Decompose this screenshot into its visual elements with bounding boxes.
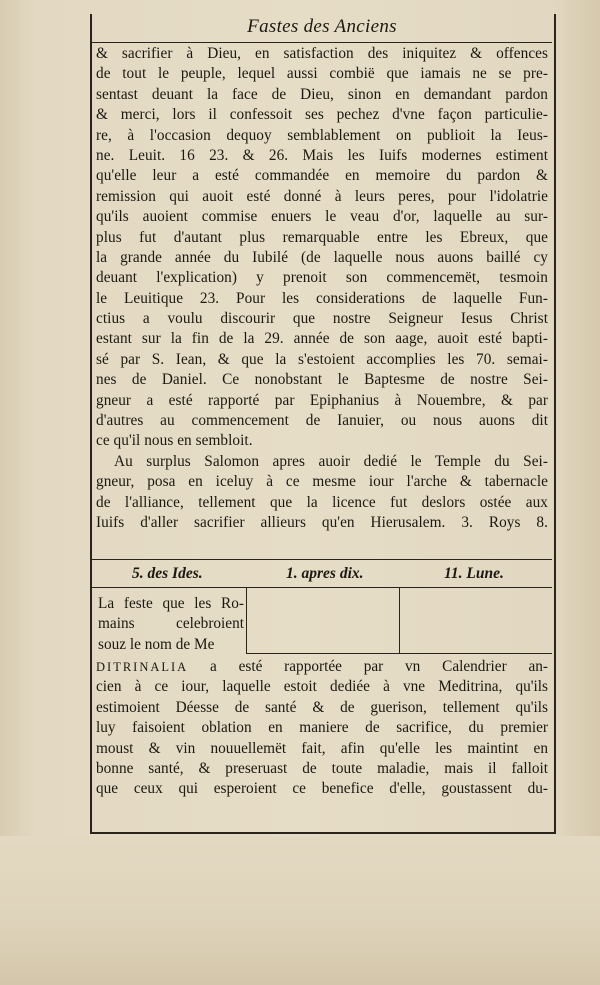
- text-line: nes de Daniel. Ce nonobstant le Baptesme de nostre Sei-: [96, 371, 548, 389]
- text-line: de l'alliance, tellement que la licence fut deslors ostée aux: [96, 493, 548, 511]
- final-text: [96, 657, 548, 800]
- text-line: & sacrifier à Dieu, en satisfaction des iniquitez & offences: [96, 45, 548, 62]
- calendar-ides-label: 5. des Ides.: [132, 565, 203, 582]
- text-line: d'autres au commencement de Ianuier, ou nous auons dit: [96, 412, 548, 430]
- text-line: ctius a voulu discourir que nostre Seigneur Iesus Christ: [96, 310, 548, 328]
- calendar-divider: [399, 587, 400, 653]
- main-text: [96, 44, 548, 533]
- calendar-box-text: [98, 594, 244, 655]
- text-line: [96, 657, 548, 677]
- text-line: mains celebroient: [98, 615, 244, 633]
- calendar-rule-mid: [92, 587, 552, 588]
- text-line: sentast deuant la face de Dieu, sinon en demandant pardon: [96, 85, 548, 103]
- text-line: ce qu'il nous en sembloit.: [96, 432, 253, 450]
- text-line: bonne santé, & preseruast de toute maladie, mais il falloit: [96, 759, 548, 777]
- text-line: cien à ce iour, laquelle estoit dediée à vne Meditrina, qu'ils: [96, 678, 548, 696]
- text-line: qu'ils auoient commise enuers le veau d'or, laquelle au sur-: [96, 208, 548, 226]
- calendar-lune-label: 11. Lune.: [444, 565, 504, 582]
- text-line: remission qui auoit esté donné à leurs peres, pour l'idolatrie: [96, 187, 548, 205]
- head-rule: [92, 42, 552, 43]
- calendar-divider: [246, 587, 247, 653]
- text-line: le Leuitique 23. Pour les considerations de laquelle Fun-: [96, 289, 548, 307]
- text-line: qu'elle leur a esté commandée en memoire du pardon &: [96, 167, 548, 185]
- text-line: Iuifs d'aller sacrifier allieurs qu'en Hierusalem. 3. Roys 8.: [96, 513, 548, 531]
- text-line: estant sur la fin de la 29. année de son aage, auoit esté bapti-: [96, 330, 548, 348]
- text-line: la grande année du Iubilé (de laquelle nous auons baillé cy: [96, 248, 548, 266]
- calendar-rule-top: [92, 559, 552, 560]
- text-line: La feste que les Ro-: [98, 595, 244, 612]
- running-head: Fastes des Anciens: [247, 16, 397, 37]
- text-line: que ceux qui esperoient ce benefice d'elle, goustassent du-: [96, 780, 548, 798]
- text-line: souz le nom de Me: [98, 635, 215, 653]
- calendar-header: [92, 561, 552, 587]
- text-line: luy faisoient oblation en maniere de sacrifice, du premier: [96, 719, 548, 737]
- text-line: gneur a esté rapporté par Epiphanius à Nouembre, & par: [96, 391, 548, 409]
- text-line: sé par S. Iean, & que la s'estoient accomplies les 70. semai-: [96, 350, 548, 368]
- text-line: estimoient Déesse de santé & de guerison, tellement qu'ils: [96, 698, 548, 716]
- meditrinalia-word: DITRINALIA: [96, 660, 189, 674]
- frame-bottom-rule: [90, 832, 554, 834]
- text-line: Au surplus Salomon apres auoir dedié le Temple du Sei-: [114, 452, 548, 470]
- text-line: de tout le peuple, lequel aussi combië que iamais ne se pre-: [96, 65, 548, 83]
- text-line: plus fut d'autant plus remarquable entre les Ebreux, que: [96, 228, 548, 246]
- text-line: & merci, lors il confessoit ses pechez d'vne façon particulie-: [96, 106, 548, 124]
- text-fragment: a esté rapportée par vn Calendrier an-: [188, 658, 548, 675]
- text-line: moust & vin nouuellemët fait, afin qu'elle les maintint en: [96, 739, 548, 757]
- calendar-box-rule: [246, 653, 552, 654]
- calendar-apres-dix-label: 1. apres dix.: [286, 565, 364, 582]
- text-line: ne. Leuit. 16 23. & 26. Mais les Iuifs modernes estiment: [96, 146, 548, 164]
- text-line: deuant l'explication) y prenoit son commencemët, tesmoin: [96, 269, 548, 287]
- text-line: gneur, posa en iceluy à ce mesme iour l'arche & tabernacle: [96, 473, 548, 491]
- text-line: re, à l'occasion dequoy semblablement on publioit la Ieus-: [96, 126, 548, 144]
- page-margin-bottom: [0, 836, 600, 985]
